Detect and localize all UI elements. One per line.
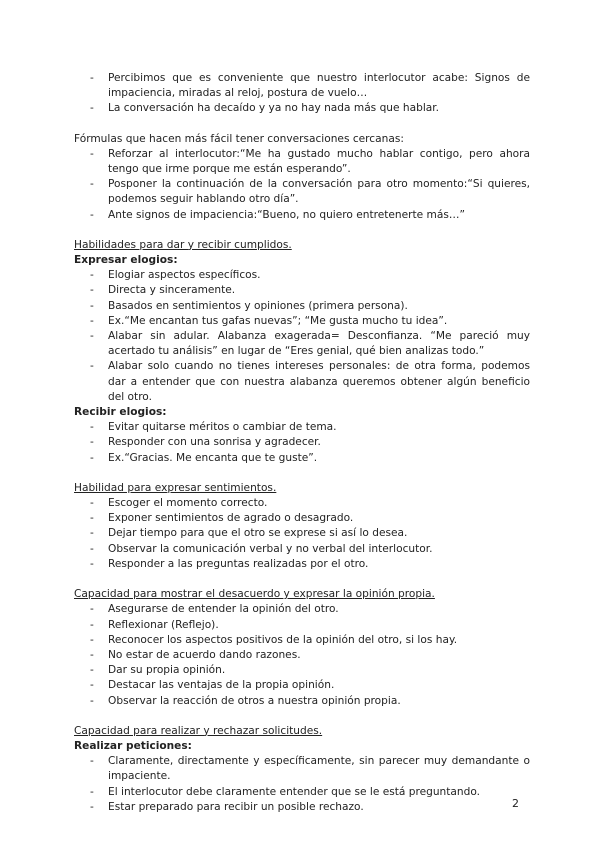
list-item-text: Reforzar al interlocutor:“Me ha gustado mucho hablar contigo, pero ahora tengo que irme porque me están esperando”.	[108, 147, 530, 176]
list-item-text: El interlocutor debe claramente entender que se le está preguntando.	[108, 785, 481, 798]
list-item	[74, 435, 530, 450]
list-item	[74, 602, 530, 617]
list-item-text: Reconocer los aspectos positivos de la opinión del otro, si los hay.	[108, 633, 458, 646]
bullet-dash: -	[90, 633, 94, 646]
list-item-text: No estar de acuerdo dando razones.	[108, 648, 301, 661]
list-item-text: Directa y sinceramente.	[108, 284, 236, 297]
list-item-text: Estar preparado para recibir un posible rechazo.	[108, 800, 364, 813]
intro-list	[74, 71, 530, 117]
expresar-elogios-list	[74, 268, 530, 405]
list-item	[74, 283, 530, 298]
bullet-dash: -	[90, 664, 94, 677]
bullet-dash: -	[90, 557, 94, 570]
list-item-text: Observar la comunicación verbal y no verbal del interlocutor.	[108, 542, 433, 555]
list-item-text: Percibimos que es conveniente que nuestro interlocutor acabe: Signos de impaciencia, miradas al reloj, postura de vuelo…	[108, 72, 530, 100]
list-item-text: Ex.“Me encantan tus gafas nuevas”; “Me gusta mucho tu idea”.	[108, 314, 448, 327]
bullet-dash: -	[90, 542, 94, 555]
desacuerdo-list	[74, 602, 530, 708]
section-heading-solicitudes: Capacidad para realizar y rechazar solicitudes.	[74, 724, 323, 737]
bullet-dash: -	[90, 421, 94, 434]
list-item	[74, 359, 530, 405]
list-item-text: Dar su propia opinión.	[108, 664, 226, 677]
recibir-elogios-list	[74, 420, 530, 466]
list-item	[74, 147, 530, 177]
list-item	[74, 177, 530, 207]
list-item-text: Ante signos de impaciencia:“Bueno, no quiero entretenerte más…”	[108, 208, 465, 221]
list-item-text: Responder con una sonrisa y agradecer.	[108, 436, 321, 449]
list-item	[74, 299, 530, 314]
formulas-list	[74, 147, 530, 223]
list-item-text: Basados en sentimientos y opiniones (primera persona).	[108, 299, 408, 312]
page-number: 2	[512, 797, 519, 810]
page-content	[74, 71, 530, 815]
subheading-recibir-elogios: Recibir elogios:	[74, 406, 167, 419]
list-item	[74, 526, 530, 541]
list-item	[74, 101, 530, 116]
list-item-text: Ex.“Gracias. Me encanta que te guste”.	[108, 451, 318, 464]
section-heading-sentimientos: Habilidad para expresar sentimientos.	[74, 481, 277, 494]
formulas-title: Fórmulas que hacen más fácil tener conversaciones cercanas:	[74, 132, 404, 145]
bullet-dash: -	[90, 299, 94, 312]
bullet-dash: -	[90, 755, 94, 768]
subheading-realizar-peticiones: Realizar peticiones:	[74, 739, 192, 752]
bullet-dash: -	[90, 648, 94, 661]
bullet-dash: -	[90, 618, 94, 631]
list-item-text: Observar la reacción de otros a nuestra opinión propia.	[108, 694, 401, 707]
list-item	[74, 329, 530, 359]
list-item	[74, 511, 530, 526]
subheading-expresar-elogios: Expresar elogios:	[74, 254, 178, 267]
list-item	[74, 633, 530, 648]
bullet-dash: -	[90, 800, 94, 813]
bullet-dash: -	[90, 178, 94, 191]
list-item-text: Responder a las preguntas realizadas por el otro.	[108, 557, 369, 570]
list-item-text: Alabar sin adular. Alabanza exagerada= Desconfianza. “Me pareció muy acertado tu análisis” en lugar de “Eres genial, qué bien analizas todo.”	[108, 330, 530, 358]
list-item	[74, 542, 530, 557]
bullet-dash: -	[90, 284, 94, 297]
list-item-text: Posponer la continuación de la conversación para otro momento:“Si quieres, podemos seguir hablando otro día”.	[108, 178, 530, 206]
list-item-text: Exponer sentimientos de agrado o desagrado.	[108, 512, 354, 525]
sentimientos-list	[74, 496, 530, 572]
bullet-dash: -	[90, 147, 94, 160]
bullet-dash: -	[90, 330, 94, 343]
list-item	[74, 268, 530, 283]
list-item	[74, 648, 530, 663]
section-heading-desacuerdo: Capacidad para mostrar el desacuerdo y expresar la opinión propia.	[74, 588, 435, 601]
list-item	[74, 557, 530, 572]
list-item	[74, 785, 530, 800]
list-item	[74, 314, 530, 329]
list-item-text: Escoger el momento correcto.	[108, 497, 268, 510]
bullet-dash: -	[90, 436, 94, 449]
list-item	[74, 71, 530, 101]
realizar-peticiones-list	[74, 754, 530, 815]
list-item	[74, 678, 530, 693]
list-item	[74, 663, 530, 678]
bullet-dash: -	[90, 694, 94, 707]
bullet-dash: -	[90, 102, 94, 115]
bullet-dash: -	[90, 314, 94, 327]
bullet-dash: -	[90, 603, 94, 616]
list-item-text: Elogiar aspectos específicos.	[108, 269, 261, 282]
list-item-text: Reflexionar (Reflejo).	[108, 618, 219, 631]
bullet-dash: -	[90, 72, 94, 84]
bullet-dash: -	[90, 497, 94, 510]
list-item	[74, 451, 530, 466]
list-item	[74, 208, 530, 223]
bullet-dash: -	[90, 527, 94, 540]
bullet-dash: -	[90, 269, 94, 282]
bullet-dash: -	[90, 679, 94, 692]
list-item-text: La conversación ha decaído y ya no hay nada más que hablar.	[108, 102, 440, 115]
list-item	[74, 800, 530, 815]
list-item	[74, 754, 530, 784]
list-item-text: Alabar solo cuando no tienes intereses personales: de otra forma, podemos dar a entender que con nuestra alabanza queremos obtener algún beneficio del otro.	[108, 360, 530, 403]
list-item-text: Evitar quitarse méritos o cambiar de tema.	[108, 421, 337, 434]
bullet-dash: -	[90, 208, 94, 221]
section-heading-cumplidos: Habilidades para dar y recibir cumplidos.	[74, 238, 292, 251]
list-item-text: Destacar las ventajas de la propia opinión.	[108, 679, 335, 692]
list-item-text: Dejar tiempo para que el otro se exprese si así lo desea.	[108, 527, 408, 540]
bullet-dash: -	[90, 512, 94, 525]
list-item-text: Asegurarse de entender la opinión del otro.	[108, 603, 339, 616]
list-item	[74, 496, 530, 511]
list-item	[74, 420, 530, 435]
bullet-dash: -	[90, 451, 94, 464]
list-item	[74, 618, 530, 633]
bullet-dash: -	[90, 360, 94, 373]
list-item	[74, 694, 530, 709]
list-item-text: Claramente, directamente y específicamente, sin parecer muy demandante o impaciente.	[108, 755, 530, 783]
bullet-dash: -	[90, 785, 94, 798]
